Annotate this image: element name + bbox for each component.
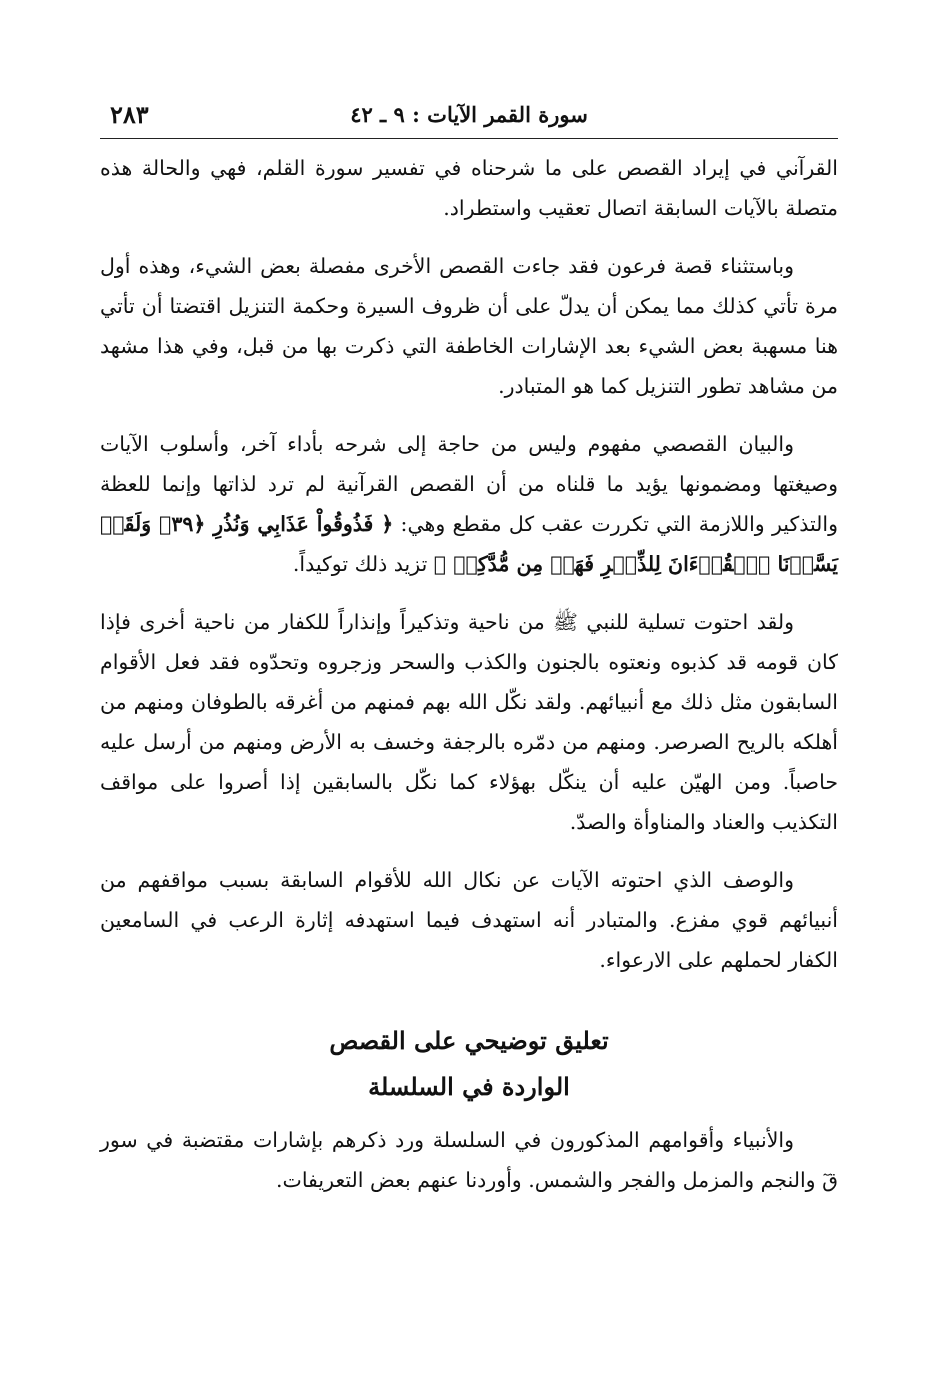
paragraph-1: القرآني في إيراد القصص على ما شرحناه في تفسير سورة القلم، فهي والحالة هذه متصلة بالآيات السابقة اتصال تعقيب واستطراد. — [100, 156, 838, 220]
paragraph-3-text-start: والبيان القصصي مفهوم وليس من حاجة إلى شرحه بأداء آخر، وأسلوب الآيات وصيغتها ومضمونها يؤيد ما قلناه من أن القصص القرآنية لم ترد لذاتها وإنما للعظة والتذكير واللازمة التي تكررت عقب كل مقطع وهي: — [100, 432, 839, 536]
section-heading-line-2: الواردة في السلسلة — [368, 1072, 570, 1101]
page-number: ٢٨٣ — [110, 100, 149, 129]
section-heading — [100, 1018, 838, 1110]
paragraph-5: والوصف الذي احتوته الآيات عن نكال الله للأقوام السابقة بسبب مواقفهم من أنبيائهم قوي مفزع. والمتبادر أنه استهدف فيما استهدفه إثارة الرعب في السامعين الكفار لحملهم على الارعواء. — [100, 868, 838, 972]
paragraph-3 — [100, 424, 838, 584]
running-title: سورة القمر الآيات : ٩ ـ ٤٢ — [350, 102, 588, 127]
paragraph-4: ولقد احتوت تسلية للنبي ﷺ من ناحية وتذكيراً وإنذاراً للكفار من ناحية أخرى فإذا كان قومه قد كذبوه ونعتوه بالجنون والكذب والسحر وزجروه وتحدّوه فقد فعل الأقوام السابقون مثل ذلك مع أنبيائهم. ولقد نكّل الله بهم فمنهم من أغرقه بالطوفان ومنهم من أهلكه بالريح الصرصر. ومنهم من دمّره بالرجفة وخسف به الأرض ومنهم من أرسل عليه حاصباً. ومن الهيّن عليه أن ينكّل بهؤلاء كما نكّل بالسابقين إذا أصروا على مواقف التكذيب والعناد والمناوأة والصدّ. — [100, 610, 838, 834]
quran-verse: ﴿ فَذُوقُواْ عَذَابِي وَنُذُرِ ﴿٣٩﴾ وَلَقَدۡ يَسَّرۡنَا ٱلۡقُرۡءَانَ لِلذِّكۡرِ فَهَلۡ مِن مُّدَّكِرٖ ﴾ — [100, 512, 838, 576]
paragraph-6: والأنبياء وأقوامهم المذكورون في السلسلة ورد ذكرهم بإشارات مقتضبة في سور قٓ والنجم والمزمل والفجر والشمس. وأوردنا عنهم بعض التعريفات. — [100, 1128, 838, 1192]
page-header — [100, 96, 838, 136]
page-body — [100, 148, 838, 1218]
paragraph-2: وباستثناء قصة فرعون فقد جاءت القصص الأخرى مفصلة بعض الشيء، وهذه أول مرة تأتي كذلك مما يمكن أن يدلّ على أن ظروف السيرة وحكمة التنزيل اقتضتا أن تأتي هنا مسهبة بعض الشيء بعد الإشارات الخاطفة التي ذكرت بها من قبل، وفي هذا مشهد من مشاهد تطور التنزيل كما هو المتبادر. — [100, 254, 839, 398]
section-heading-line-1: تعليق توضيحي على القصص — [329, 1026, 609, 1055]
paragraph-3-text-end: تزيد ذلك توكيداً. — [292, 552, 434, 576]
header-divider — [100, 138, 838, 139]
